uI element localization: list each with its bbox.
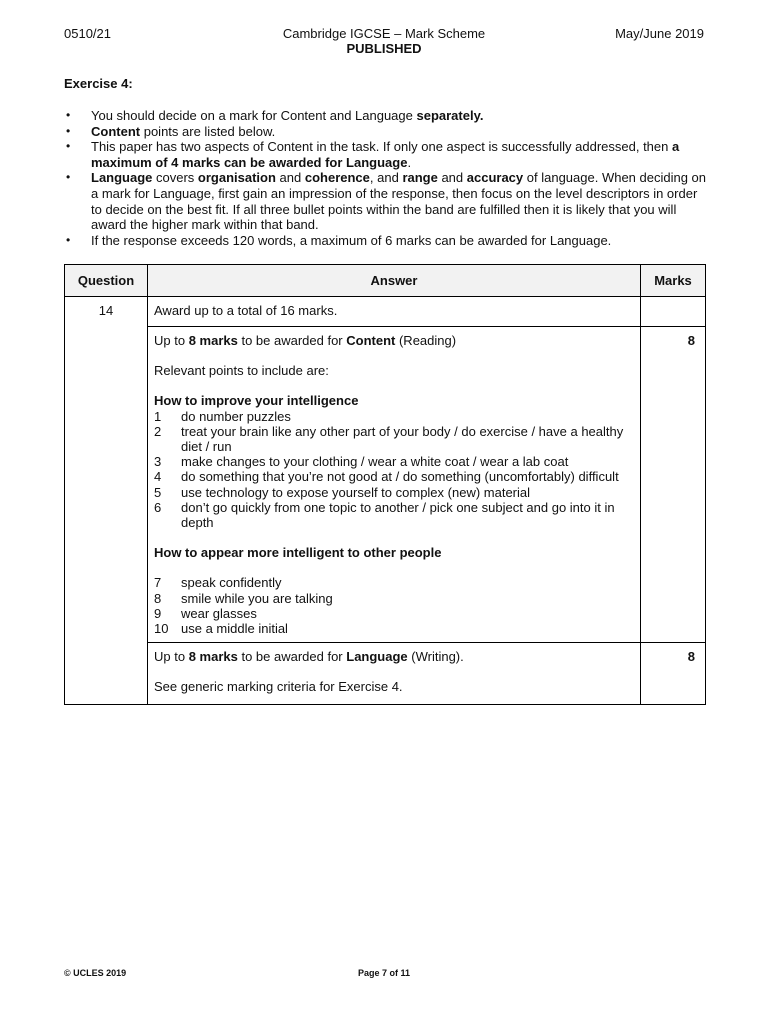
- section-heading-improve: How to improve your intelligence: [154, 393, 359, 409]
- answer-emphasis: 8 marks: [188, 649, 238, 665]
- list-item: [154, 575, 634, 590]
- instruction-emphasis: separately.: [416, 108, 484, 123]
- instruction-text: covers: [152, 170, 198, 186]
- instruction-emphasis: range: [402, 170, 438, 186]
- language-answer-cell: [148, 643, 641, 705]
- instruction-item: [64, 124, 708, 140]
- award-total-cell: Award up to a total of 16 marks.: [148, 297, 641, 327]
- instruction-text: and: [437, 170, 467, 186]
- point-number: 9: [154, 605, 162, 621]
- instruction-item: [64, 139, 708, 170]
- section-heading-appear: How to appear more intelligent to other people: [154, 545, 442, 561]
- instruction-emphasis: organisation: [197, 170, 276, 186]
- instruction-text: This paper has two aspects of Content in the task. If only one aspect is successfully addressed, then: [91, 139, 672, 155]
- list-item: [154, 621, 634, 636]
- instruction-text: .: [407, 154, 412, 170]
- instruction-item: [64, 233, 708, 249]
- page-number: Page 7 of 11: [357, 968, 411, 978]
- question-column-header: Question: [65, 265, 148, 297]
- list-item: [154, 485, 634, 500]
- point-text: treat your brain like any other part of your body / do exercise / have a healthy diet / run: [181, 423, 624, 455]
- instruction-text: and: [275, 170, 305, 186]
- instruction-emphasis: a maximum of 4 marks can be awarded for Language: [91, 139, 680, 170]
- answer-text: to be awarded for: [237, 649, 347, 665]
- mark-scheme-table: [64, 264, 706, 705]
- table-row: [65, 643, 706, 705]
- point-number: 4: [154, 469, 162, 485]
- answer-text: to be awarded for: [237, 333, 347, 348]
- point-text: don’t go quickly from one topic to another / pick one subject and go into it in depth: [181, 499, 615, 531]
- point-number: 5: [154, 484, 162, 500]
- instruction-item: [64, 170, 708, 232]
- generic-criteria-note: See generic marking criteria for Exercise 4.: [154, 679, 403, 695]
- point-number: 8: [154, 590, 162, 606]
- answer-text: Up to: [154, 649, 189, 665]
- point-number: 10: [154, 621, 169, 637]
- point-number: 7: [154, 575, 162, 591]
- list-item: [154, 409, 634, 424]
- point-number: 3: [154, 454, 162, 470]
- copyright: © UCLES 2019: [64, 968, 127, 978]
- exercise-title: Exercise 4:: [64, 76, 133, 91]
- point-text: speak confidently: [181, 575, 282, 591]
- list-item: [154, 591, 634, 606]
- instruction-emphasis: Language: [91, 170, 153, 186]
- published-label: PUBLISHED: [346, 41, 422, 56]
- answer-emphasis: Content: [346, 333, 396, 348]
- instruction-text: You should decide on a mark for Content and Language: [91, 108, 417, 123]
- instruction-item: [64, 108, 708, 124]
- instruction-emphasis: coherence: [304, 170, 370, 186]
- answer-column-header: Answer: [148, 265, 641, 297]
- point-text: do number puzzles: [181, 408, 291, 424]
- content-answer-cell: [148, 327, 641, 643]
- answer-text: (Writing).: [407, 649, 464, 665]
- table-row: [65, 327, 706, 643]
- marks-cell-empty: [641, 297, 706, 327]
- point-number: 6: [154, 499, 162, 515]
- instruction-list: [64, 108, 708, 248]
- content-award-line: [154, 333, 634, 348]
- point-text: wear glasses: [181, 605, 257, 621]
- marks-column-header: Marks: [641, 265, 706, 297]
- language-award-line: [154, 649, 634, 664]
- answer-emphasis: Language: [346, 649, 408, 665]
- exam-session: May/June 2019: [615, 26, 704, 41]
- list-item: [154, 500, 634, 530]
- instruction-emphasis: Content: [91, 123, 141, 139]
- content-marks: 8: [641, 327, 706, 643]
- instruction-text: of language. When deciding on a mark for Language, first gain an impression of the response, then focus on the level descriptors in order to decide on the best fit. If all three bullet points within the band are fulfilled then it is likely that you will award the higher mark within that band.: [91, 170, 707, 233]
- point-text: use technology to expose yourself to complex (new) material: [181, 484, 531, 500]
- answer-emphasis: 8 marks: [188, 333, 238, 348]
- list-item: [154, 469, 634, 484]
- mark-scheme-title: Cambridge IGCSE – Mark Scheme: [282, 26, 486, 41]
- instruction-text: points are listed below.: [140, 123, 276, 139]
- point-number: 1: [154, 408, 162, 424]
- point-text: do something that you’re not good at / do something (uncomfortably) difficult: [181, 469, 619, 485]
- point-text: make changes to your clothing / wear a white coat / wear a lab coat: [181, 454, 569, 470]
- point-text: smile while you are talking: [181, 590, 333, 606]
- list-item: [154, 606, 634, 621]
- instruction-text: , and: [369, 170, 403, 186]
- question-number: 14: [65, 297, 148, 705]
- list-item: [154, 454, 634, 469]
- relevant-points-intro: Relevant points to include are:: [154, 363, 329, 379]
- answer-text: Up to: [154, 333, 189, 348]
- table-row: [65, 297, 706, 327]
- instruction-text: If the response exceeds 120 words, a maximum of 6 marks can be awarded for Language.: [91, 232, 612, 248]
- language-marks: 8: [641, 643, 706, 705]
- paper-code: 0510/21: [64, 26, 111, 41]
- answer-text: (Reading): [395, 333, 457, 348]
- table-header-row: [65, 265, 706, 297]
- point-text: use a middle initial: [181, 621, 288, 637]
- list-item: [154, 424, 634, 454]
- instruction-emphasis: accuracy: [466, 170, 524, 186]
- point-number: 2: [154, 423, 162, 439]
